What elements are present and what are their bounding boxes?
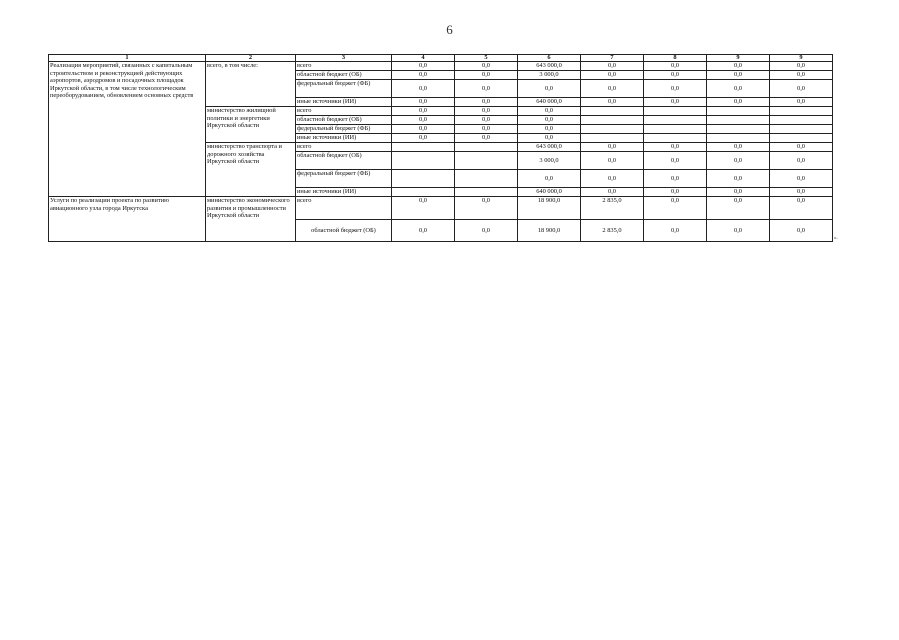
amount-cell: 0,0 [770,62,833,71]
column-header: 2 [206,55,296,62]
amount-cell [455,143,518,152]
amount-cell: 0,0 [770,71,833,80]
column-header: 7 [581,55,644,62]
amount-cell: 0,0 [707,152,770,170]
funding-source: федеральный бюджет (ФБ) [296,125,392,134]
end-mark: ». [834,236,838,241]
amount-cell: 643 000,0 [518,62,581,71]
measure-name: Реализация мероприятий, связанных с капитальным строительством и реконструкцией действующих аэропортов, аэродромов и посадочных площадок Иркутской области, в том числе технологическим переоборудованием, обновлением основных средств [49,62,206,197]
amount-cell [392,170,455,188]
amount-cell: 0,0 [518,80,581,98]
amount-cell [392,188,455,197]
amount-cell [392,143,455,152]
funding-source: иные источники (ИИ) [296,188,392,197]
amount-cell: 0,0 [455,125,518,134]
amount-cell: 0,0 [644,62,707,71]
amount-cell: 0,0 [770,188,833,197]
amount-cell: 0,0 [644,98,707,107]
funding-source: областной бюджет (ОБ) [296,71,392,80]
table-row [49,62,833,71]
amount-cell [581,107,644,116]
amount-cell: 0,0 [518,125,581,134]
amount-cell: 18 900,0 [518,220,581,242]
amount-cell [707,107,770,116]
executor-name: министерство транспорта и дорожного хозяйства Иркутской области [206,143,296,197]
amount-cell [770,107,833,116]
column-header: 8 [644,55,707,62]
amount-cell: 640 000,0 [518,188,581,197]
amount-cell: 0,0 [455,71,518,80]
funding-source: иные источники (ИИ) [296,134,392,143]
funding-source: федеральный бюджет (ФБ) [296,170,392,188]
amount-cell: 0,0 [455,80,518,98]
executor-name: всего, в том числе: [206,62,296,107]
amount-cell [392,152,455,170]
amount-cell: 0,0 [707,197,770,220]
amount-cell: 0,0 [707,188,770,197]
amount-cell: 0,0 [644,152,707,170]
column-header: 9 [770,55,833,62]
amount-cell: 0,0 [770,170,833,188]
amount-cell [644,107,707,116]
column-header: 9 [707,55,770,62]
funding-source: всего [296,143,392,152]
amount-cell: 2 835,0 [581,220,644,242]
amount-cell [581,134,644,143]
amount-cell [455,170,518,188]
amount-cell: 0,0 [518,170,581,188]
amount-cell: 0,0 [770,197,833,220]
amount-cell: 0,0 [644,197,707,220]
amount-cell: 0,0 [770,220,833,242]
funding-source: областной бюджет (ОБ) [296,152,392,170]
amount-cell: 0,0 [392,197,455,220]
amount-cell: 2 835,0 [581,197,644,220]
amount-cell: 0,0 [581,80,644,98]
executor-name: министерство экономического развития и промышленности Иркутской области [206,197,296,242]
amount-cell [707,125,770,134]
amount-cell: 0,0 [707,62,770,71]
amount-cell: 0,0 [644,80,707,98]
amount-cell: 0,0 [770,152,833,170]
amount-cell: 0,0 [392,98,455,107]
amount-cell [770,116,833,125]
amount-cell [455,152,518,170]
column-header: 5 [455,55,518,62]
amount-cell: 0,0 [392,71,455,80]
amount-cell [644,116,707,125]
column-header: 3 [296,55,392,62]
amount-cell: 643 000,0 [518,143,581,152]
amount-cell: 0,0 [770,143,833,152]
amount-cell: 0,0 [518,134,581,143]
funding-source: всего [296,107,392,116]
column-header: 4 [392,55,455,62]
amount-cell [644,125,707,134]
amount-cell: 0,0 [770,80,833,98]
amount-cell: 0,0 [581,188,644,197]
amount-cell: 0,0 [644,170,707,188]
amount-cell [707,116,770,125]
amount-cell: 0,0 [581,62,644,71]
amount-cell: 0,0 [581,170,644,188]
amount-cell [770,134,833,143]
funding-table [48,54,833,242]
amount-cell: 640 000,0 [518,98,581,107]
amount-cell: 0,0 [455,116,518,125]
amount-cell: 0,0 [707,170,770,188]
amount-cell: 0,0 [581,143,644,152]
funding-source: иные источники (ИИ) [296,98,392,107]
amount-cell: 0,0 [644,143,707,152]
amount-cell: 0,0 [581,152,644,170]
funding-source: областной бюджет (ОБ) [296,116,392,125]
amount-cell: 0,0 [770,98,833,107]
amount-cell: 0,0 [392,134,455,143]
amount-cell: 0,0 [455,220,518,242]
amount-cell: 0,0 [392,80,455,98]
amount-cell: 18 900,0 [518,197,581,220]
table-row [49,55,833,62]
amount-cell: 0,0 [581,71,644,80]
amount-cell: 0,0 [392,116,455,125]
funding-source: федеральный бюджет (ФБ) [296,80,392,98]
amount-cell: 0,0 [644,71,707,80]
amount-cell: 0,0 [518,116,581,125]
amount-cell: 0,0 [707,220,770,242]
amount-cell [770,125,833,134]
amount-cell: 0,0 [707,143,770,152]
page-number: 6 [446,22,453,37]
amount-cell: 0,0 [392,125,455,134]
amount-cell: 0,0 [455,62,518,71]
amount-cell: 0,0 [518,107,581,116]
column-header: 1 [49,55,206,62]
amount-cell: 0,0 [455,98,518,107]
amount-cell [644,134,707,143]
column-header: 6 [518,55,581,62]
amount-cell: 0,0 [455,134,518,143]
table-row [49,197,833,220]
amount-cell: 0,0 [455,197,518,220]
amount-cell: 3 000,0 [518,152,581,170]
amount-cell: 0,0 [581,98,644,107]
amount-cell [581,125,644,134]
amount-cell: 0,0 [455,107,518,116]
amount-cell: 0,0 [644,220,707,242]
amount-cell [581,116,644,125]
funding-source: областной бюджет (ОБ) [296,220,392,242]
amount-cell: 0,0 [707,71,770,80]
executor-name: министерство жилищной политики и энергетики Иркутской области [206,107,296,143]
amount-cell: 0,0 [707,98,770,107]
amount-cell: 0,0 [707,80,770,98]
amount-cell [707,134,770,143]
funding-source: всего [296,197,392,220]
amount-cell: 0,0 [392,107,455,116]
amount-cell: 3 000,0 [518,71,581,80]
amount-cell: 0,0 [392,62,455,71]
amount-cell [455,188,518,197]
funding-source: всего [296,62,392,71]
amount-cell: 0,0 [392,220,455,242]
measure-name: Услуги по реализации проекта по развитию авиационного узла города Иркутска [49,197,206,242]
amount-cell: 0,0 [644,188,707,197]
